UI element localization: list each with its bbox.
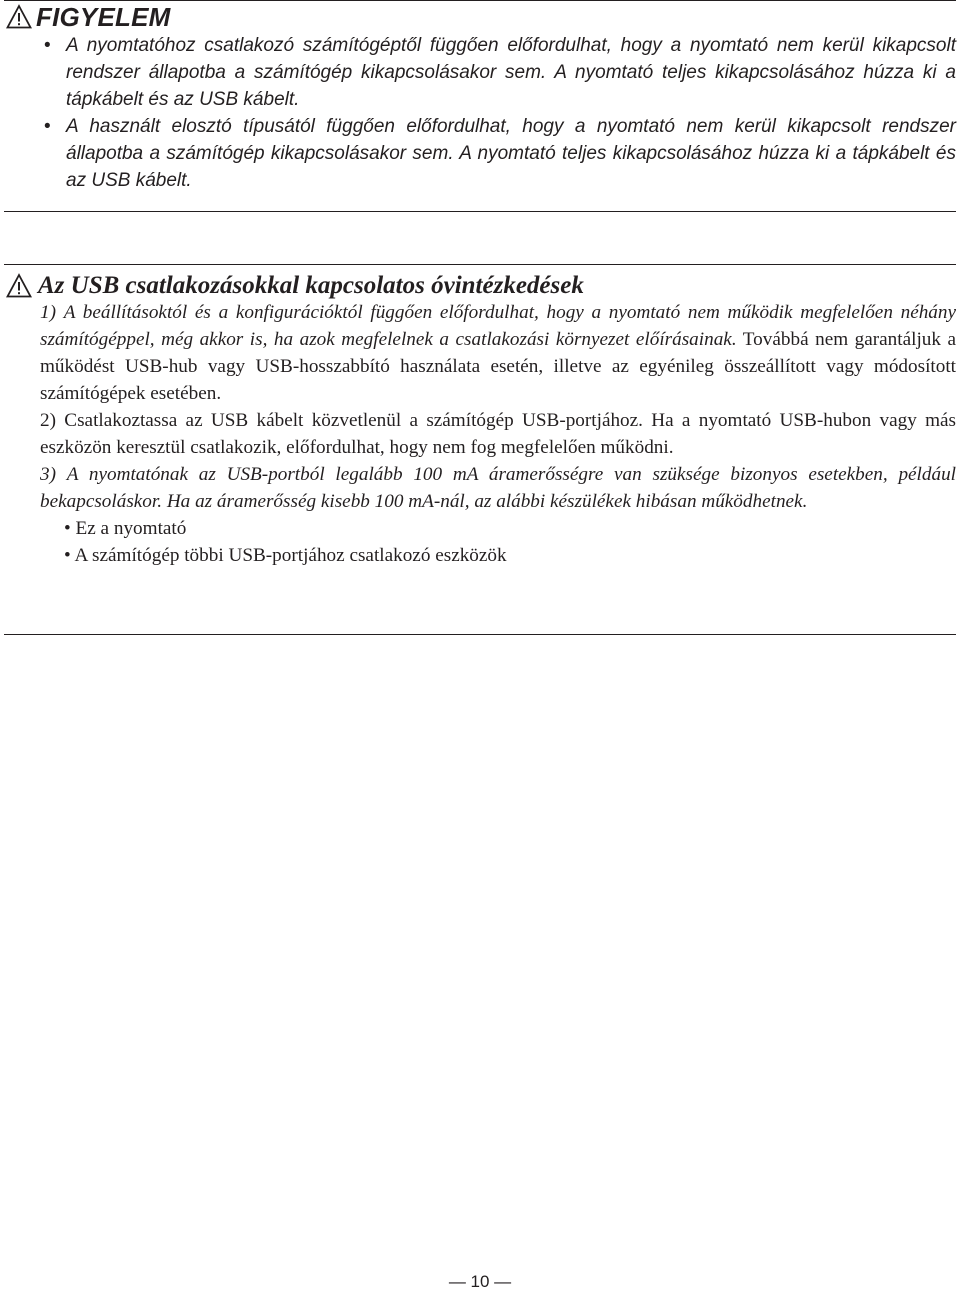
warning-triangle-icon: [6, 273, 32, 299]
warning-item-text: A nyomtatóhoz csatlakozó számítógéptől függően előfordulhat, hogy a nyomtató nem kerül kikapcsolt rendszer állapotba a számítógép kikapcsolásakor sem. A nyomtató teljes kikapcsolásához húzza ki a tápkábelt és az USB kábelt.: [66, 35, 956, 110]
warning-list: [28, 32, 956, 194]
usb-precautions-list: [40, 299, 956, 569]
warning-item: [28, 113, 956, 194]
warning-item-text: A használt elosztó típusától függően előfordulhat, hogy a nyomtató nem kerül kikapcsolt rendszer állapotba a számítógép kikapcsolásakor sem. A nyomtató teljes kikapcsolásához húzza ki a tápkábelt és az USB kábelt.: [66, 116, 956, 191]
affected-devices-list: [40, 515, 956, 569]
precaution-number: 3): [40, 464, 56, 485]
warning-title: FIGYELEM: [36, 1, 171, 32]
affected-device-item: • A számítógép többi USB-portjához csatlakozó eszközök: [64, 545, 507, 566]
usb-top-divider: [4, 264, 956, 265]
warning-heading: [6, 1, 171, 33]
affected-device-item: • Ez a nyomtató: [64, 518, 187, 539]
precaution-text-italic: Ha az áramerősség kisebb 100 mA-nál, az alábbi készülékek hibásan működhetnek.: [162, 491, 808, 512]
precaution-number: 2): [40, 410, 56, 431]
precaution-number: 1): [40, 302, 56, 323]
precaution-item: [40, 299, 956, 407]
precaution-text: Csatlakoztassa az USB kábelt közvetlenül a számítógép USB-portjához. Ha a nyomtató USB-hubon vagy más eszközön keresztül csatlakozik, előfordulhat, hogy nem fog megfelelően működni.: [40, 410, 957, 458]
bullet-icon: •: [44, 35, 51, 56]
page-number: — 10 —: [448, 1272, 512, 1291]
precaution-text-italic: A beállításoktól és a konfigurációktól függően előfordulhat, hogy a nyomtató nem működik megfelelően néhány számítógéppel, még akkor is, ha azok megfelelnek a csatlakozási környezet előírásainak.: [40, 302, 957, 350]
usb-title: Az USB csatlakozásokkal kapcsolatos óvintézkedések: [38, 272, 584, 299]
precaution-item: [40, 461, 956, 515]
warning-item: [28, 32, 956, 113]
precaution-text: Továbbá nem garantáljuk a működést USB-hub vagy USB-hosszabbító használata esetén, illetve az egyénileg összeállított vagy módosított számítógépek esetében.: [40, 329, 956, 404]
warning-triangle-icon: [6, 4, 32, 30]
precaution-text-italic: A nyomtatónak az USB-portból legalább 100 mA áramerősségre van szüksége bizonyos esetekben, például bekapcsoláskor.: [40, 464, 956, 512]
bullet-icon: •: [44, 116, 51, 137]
precaution-item: [40, 407, 956, 461]
section-divider: [4, 211, 956, 212]
usb-bottom-divider: [4, 634, 956, 635]
